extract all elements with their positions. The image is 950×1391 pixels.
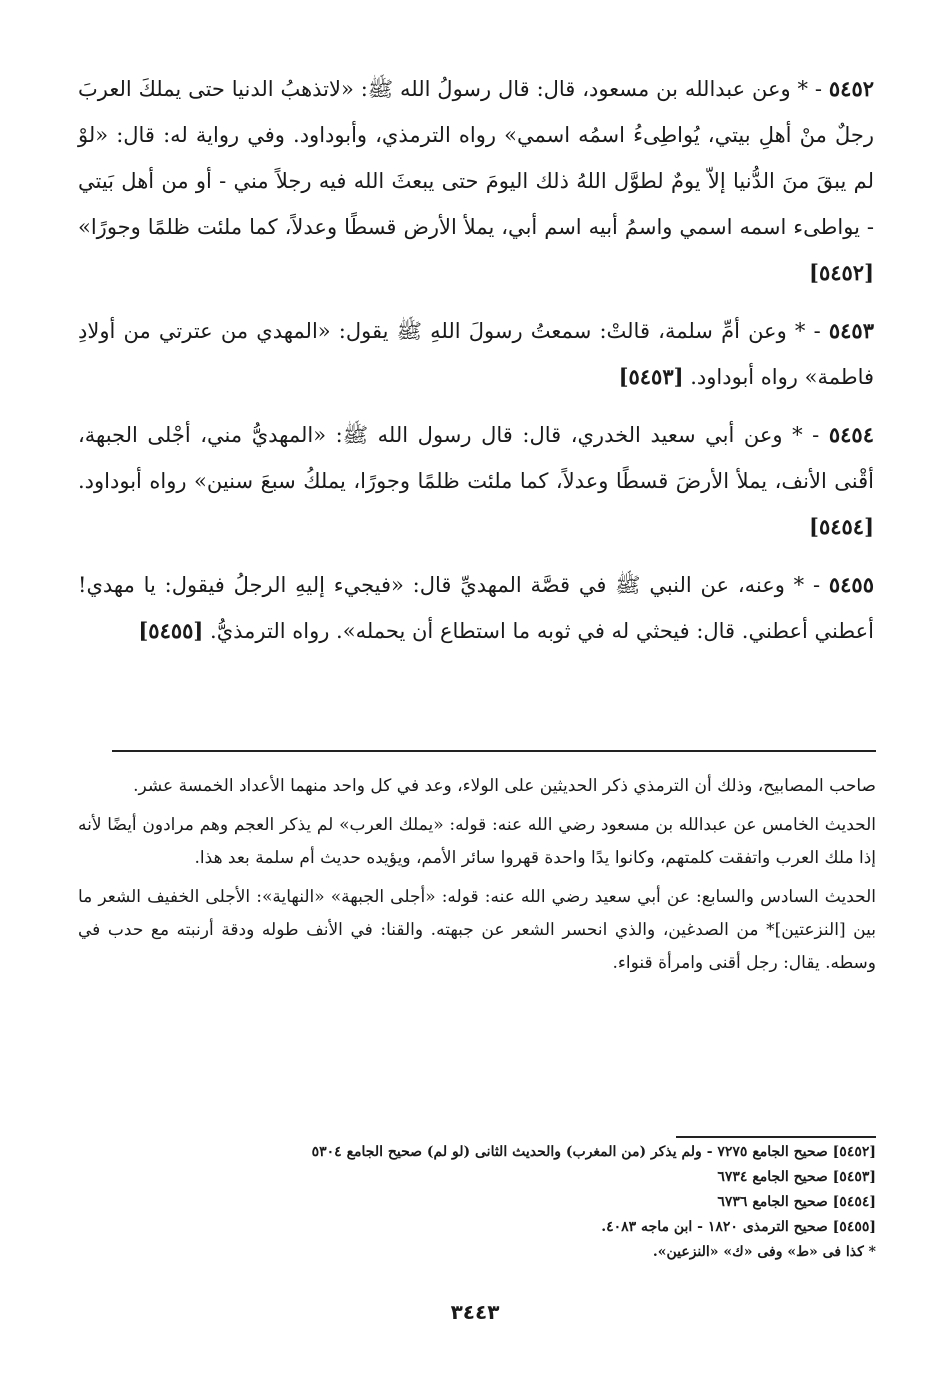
footnote: [٥٤٥٢] صحيح الجامع ٧٢٧٥ - ولم يذكر (من المغرب) والحديث الثانى (لو لم) صحيح الجامع ٥٣٠٤ <box>311 1144 876 1160</box>
footnote: [٥٤٥٤] صحيح الجامع ٦٧٣٦ <box>717 1194 876 1210</box>
hadith-reference: [٥٤٥٥] <box>138 618 204 643</box>
hadith-number: ٥٤٥٤ <box>828 422 874 447</box>
hadith-number: ٥٤٥٢ <box>828 76 875 101</box>
hadith-5454 <box>78 412 874 550</box>
footnote: * كذا فى «ط» وفى «ك» «النزعين». <box>652 1244 876 1260</box>
hadith-number: ٥٤٥٥ <box>828 572 874 597</box>
hadith-number: ٥٤٥٣ <box>828 318 874 343</box>
hadith-reference: [٥٤٥٢] <box>809 260 874 285</box>
hadith-text: - * وعنه، عن النبي ﷺ في قصَّة المهديِّ قال: «فيجيء إليهِ الرجلُ فيقول: يا مهدي! أعطني أعطني. قال: فيحثي له في ثوبه ما استطاع أن يحمله». رواه الترمذيُّ. <box>78 573 874 643</box>
hadith-reference: [٥٤٥٣] <box>618 364 684 389</box>
commentary-section <box>78 770 876 986</box>
hadith-5452 <box>78 66 874 296</box>
commentary-paragraph: الحديث السادس والسابع: عن أبي سعيد رضي الله عنه: قوله: «أجلى الجبهة» «النهاية»: الأجلى الخفيف الشعر ما بين [النزعتين]* من الصدغين، والذي انحسر الشعر عن جبهته. والقنا: في الأنف طوله ودقة أرنبته مع حدب في وسطه. يقال: رجل أقنى وامرأة قنواء. <box>78 887 876 973</box>
hadith-reference: [٥٤٥٤] <box>809 514 874 539</box>
footnote: [٥٤٥٣] صحيح الجامع ٦٧٣٤ <box>717 1169 876 1185</box>
hadith-5455 <box>78 562 874 654</box>
hadith-text: - * وعن عبدالله بن مسعود، قال: قال رسولُ الله ﷺ: «لاتذهبُ الدنيا حتى يملكَ العربَ رجلٌ منْ أهلِ بيتي، يُواطِىءُ اسمُه اسمي» رواه الترمذي، وأبوداود. وفي رواية له: قال: «لوْ لم يبقَ منَ الدُّنيا إلاّ يومٌ لطوَّل اللهُ ذلك اليومَ حتى يبعثَ الله فيه رجلاً مني - أو من أهل بَيتي - يواطىء اسمه اسمي واسمُ أبيه اسم أبي، يملأ الأرض قسطًا وعدلاً، كما ملئت ظلمًا وجورًا» <box>78 77 874 239</box>
footnote: [٥٤٥٥] صحيح الترمذى ١٨٢٠ - ابن ماجه ٤٠٨٣. <box>601 1219 876 1235</box>
commentary-paragraph: صاحب المصابيح، وذلك أن الترمذي ذكر الحديثين على الولاء، وعد في كل واحد منهما الأعداد الخمسة عشر. <box>133 776 876 796</box>
hadith-text: - * وعن أمِّ سلمة، قالتْ: سمعتُ رسولَ اللهِ ﷺ يقول: «المهدي من عترتي من أولادِ فاطمة» رواه أبوداود. <box>78 319 874 389</box>
hadith-5453 <box>78 308 874 400</box>
section-divider <box>112 750 876 752</box>
footnotes-section <box>100 1140 876 1265</box>
hadith-text: - * وعن أبي سعيد الخدري، قال: قال رسول الله ﷺ: «المهديُّ مني، أجْلى الجبهة، أقْنى الأنف، يملأ الأرضَ قسطًا وعدلاً، كما ملئت ظلمًا وجورًا، يملكُ سبعَ سنين» رواه أبوداود. <box>78 423 874 493</box>
commentary-paragraph: الحديث الخامس عن عبدالله بن مسعود رضي الله عنه: قوله: «يملك العرب» لم يذكر العجم وهم مرادون أيضًا لأنه إذا ملك العرب واتفقت كلمتهم، وكانوا يدًا واحدة قهروا سائر الأمم، ويؤيده حديث أم سلمة بعد هذا. <box>78 815 876 868</box>
hadith-section <box>78 66 874 666</box>
footnote-divider <box>676 1136 876 1138</box>
page-number: ٣٤٤٣ <box>450 1300 500 1324</box>
